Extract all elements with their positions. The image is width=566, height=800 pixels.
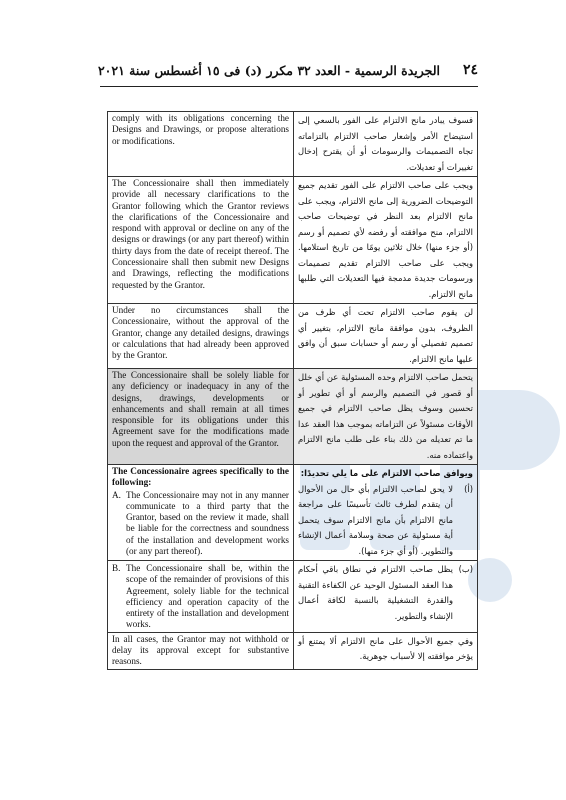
english-cell: The Concessionaire shall then immediately provide all necessary clarifications to the Grantor following which the Grantor reviews the clarifications of the Concessionaire and respond with approval or decline on any of the designs or drawings (or any part thereof) within thirty days from the date of receipt thereof. The Concessionaire shall then submit new Designs and Drawings, reflecting the modifications requested by the Grantor. [108, 177, 294, 304]
english-cell: The Concessionaire shall be solely liable for any deficiency or inadequacy in any of the designs, drawings, developments or enhancements and shall remain at all times responsible for its obligations under this Agreement save for the modifications made upon the request and approval of the Grantor. [108, 369, 294, 465]
arabic-cell: ويجب على صاحب الالتزام على الفور تقديم جميع التوضيحات الضرورية إلى مانح الالتزام، ويجب على مانح الالتزام بعد النظر في توضيحات صاحب الالتزام، منح موافقته أو رفضه لأي تصميم أو رسم (أو جزء منها) خلال ثلاثين يومًا من تاريخ استلامها. ويجب على صاحب الالتزام تقديم تصميمات ورسومات جديدة مدمجة فيها التعديلات التي طلبها مانح الالتزام. [294, 177, 478, 304]
table-row [108, 465, 478, 561]
arabic-cell [294, 465, 478, 561]
table-row [108, 632, 478, 669]
english-cell: comply with its obligations concerning the Designs and Drawings, or propose alterations or modifications. [108, 112, 294, 177]
arabic-cell: فسوف يبادر مانح الالتزام على الفور بالسعي إلى استيضاح الأمر وإشعار صاحب الالتزام بالتزاماته تجاه التصميمات والرسومات أو أن يقترح إدخال تغييرات أو تعديلات. [294, 112, 478, 177]
arabic-cell: لن يقوم صاحب الالتزام تحت أي ظرف من الظروف، بدون موافقة مانح الالتزام، بتغيير أي تصميم تفصيلي أو رسم أو حسابات سبق أن وافق عليها مانح الالتزام. [294, 304, 478, 369]
item-text: The Concessionaire may not in any manner communicate to a third party that the Grantor, based on the review it made, shall be liable for the correctness and soundness of the installation and development works (or any part thereof). [126, 489, 289, 557]
list-item [298, 562, 473, 624]
item-text: The Concessionaire shall be, within the scope of the remainder of provisions of this Agreement, solely liable for the technical efficiency and operation capacity of the entirety of the installation and development works. [126, 563, 289, 630]
table-row [108, 304, 478, 369]
item-label: (ب) [458, 564, 473, 574]
english-cell [108, 561, 294, 633]
english-cell: Under no circumstances shall the Concessionaire, without the approval of the Grantor, change any detailed designs, drawings or calculations that had already been approved by the Grantor. [108, 304, 294, 369]
item-label: A. [112, 489, 121, 500]
table-row [108, 561, 478, 633]
arabic-cell: يتحمل صاحب الالتزام وحده المسئولية عن أي خلل أو قصور في التصميم والرسم أو أي تطوير أو تحسين وسوف يظل صاحب الالتزام في جميع الأوقات مسئولاً عن التزاماته بموجب هذا العقد عدا ما تم تعديله من ذلك بناء على طلب مانح الالتزام واعتماده منه. [294, 369, 478, 465]
list-item [112, 490, 289, 558]
page-header [97, 62, 478, 82]
list-item [112, 563, 289, 631]
english-cell [108, 465, 294, 561]
page-number: ٢٤ [462, 62, 478, 78]
item-label: B. [112, 563, 121, 573]
table-row [108, 369, 478, 465]
section-heading-ar: ويوافق صاحب الالتزام على ما يلي تحديدًا: [300, 468, 473, 478]
table-row [108, 112, 478, 177]
header-rule [100, 86, 478, 87]
list-item [298, 482, 473, 560]
table-row [108, 177, 478, 304]
gazette-title: الجريدة الرسمية - العدد ٣٢ مكرر (د) فى ١٥ أغسطس سنة ٢٠٢١ [97, 63, 440, 78]
arabic-cell [294, 561, 478, 633]
item-label: (أ) [464, 483, 473, 494]
english-cell: In all cases, the Grantor may not withhold or delay its approval except for substantive reasons. [108, 632, 294, 669]
arabic-cell: وفي جميع الأحوال على مانح الالتزام ألا يمتنع أو يؤخر موافقته إلا لأسباب جوهرية. [294, 632, 478, 669]
bilingual-clause-table [107, 111, 478, 670]
section-heading-en: The Concessionaire agrees specifically to the following: [112, 466, 289, 488]
item-text: يظل صاحب الالتزام في نطاق باقي أحكام هذا العقد المسئول الوحيد عن الكفاءة التقنية والقدرة التشغيلية بالنسبة لكافة أعمال الإنشاء والتطوير. [298, 564, 453, 621]
item-text: لا يحق لصاحب الالتزام بأي حال من الأحوال أن يتقدم لطرف ثالث تأسيسًا على مراجعة مانح الالتزام بأن مانح الالتزام سوف يتحمل أية مسئولية عن صحة وسلامة أعمال الإنشاء والتطوير. (أو أي جزء منها). [298, 483, 453, 556]
